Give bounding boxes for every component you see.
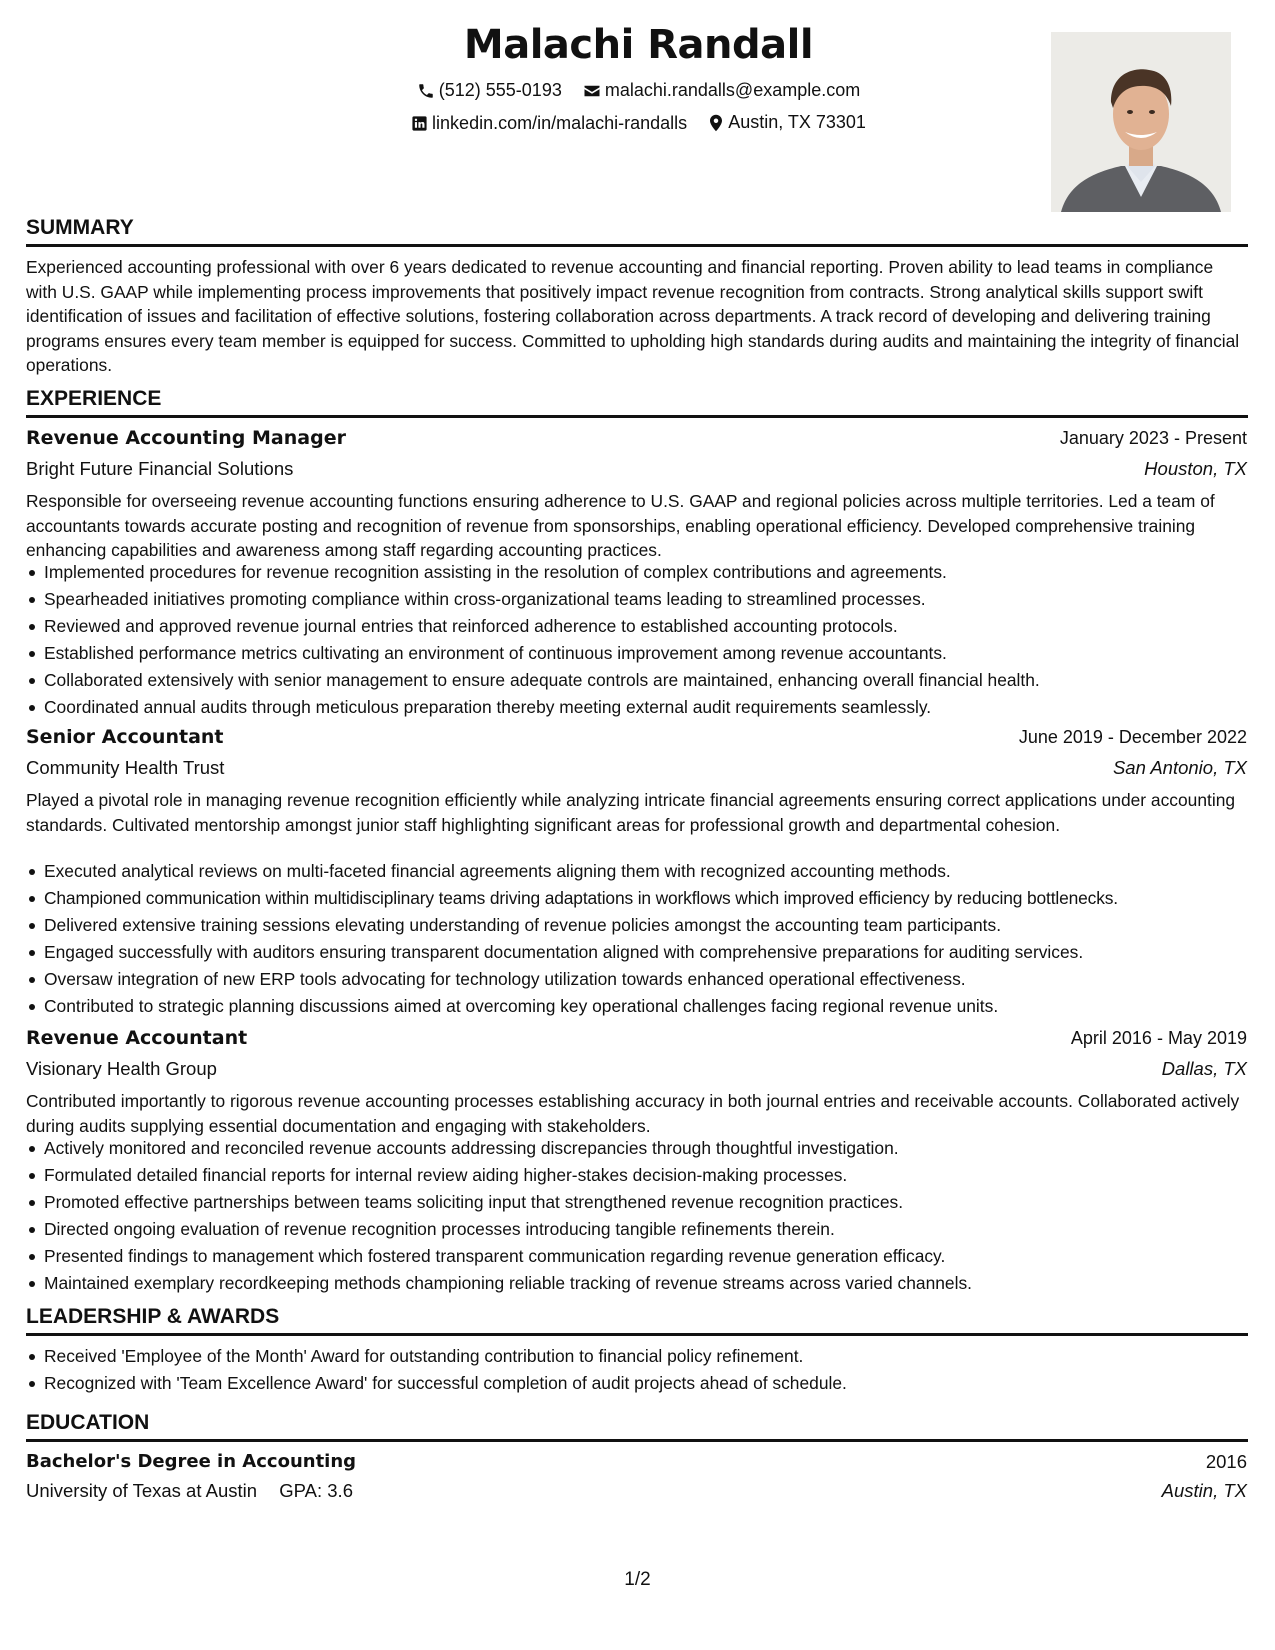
awards-list: [26, 1344, 1251, 1398]
job-location: Houston, TX: [1144, 458, 1247, 479]
job-title: Revenue Accountant: [26, 1027, 248, 1049]
phone-text: (512) 555-0193: [438, 80, 562, 100]
job-bullets: [26, 859, 1251, 1021]
list-item: Directed ongoing evaluation of revenue recognition processes introducing tangible refinements therein.: [26, 1217, 1251, 1244]
list-item: Formulated detailed financial reports for internal review aiding higher-stakes decision-making processes.: [26, 1163, 1251, 1190]
job-description: Responsible for overseeing revenue accounting functions ensuring adherence to U.S. GAAP and regional policies across multiple territories. Led a team of accountants towards accurate posting and recognition of revenue from sponsorships, enabling operational efficiency. Developed comprehensive training enhancing capabilities and awareness among staff regarding accounting practices.: [26, 491, 1215, 560]
contact-linkedin: [411, 113, 687, 134]
job-dates: April 2016 - May 2019: [1070, 1028, 1247, 1048]
phone-icon: [417, 82, 435, 100]
job-description: Contributed importantly to rigorous revenue accounting processes establishing accuracy in both journal entries and receivable accounts. Collaborated actively during audits supplying essential documentation and engaging with stakeholders.: [26, 1091, 1240, 1136]
job-title: Revenue Accounting Manager: [26, 427, 346, 449]
education-year: 2016: [1205, 1451, 1247, 1472]
education-school: University of Texas at Austin: [26, 1480, 258, 1501]
contact-phone: [417, 80, 562, 101]
job-bullets: [26, 1136, 1251, 1298]
education-school-line: [26, 1480, 353, 1502]
list-item: Executed analytical reviews on multi-faceted financial agreements aligning them with recognized accounting methods.: [26, 859, 1251, 886]
job-location: Dallas, TX: [1161, 1058, 1247, 1079]
location-text: Austin, TX 73301: [728, 112, 866, 132]
education-gpa: GPA: 3.6: [279, 1480, 353, 1501]
linkedin-text: linkedin.com/in/malachi-randalls: [432, 112, 688, 133]
summary-text: Experienced accounting professional with over 6 years dedicated to revenue accounting and financial reporting. Proven ability to lead teams in compliance with U.S. GAAP while implementing process improvements that positively impact revenue recognition from contracts. Strong analytical skills support swift identification of issues and facilitation of effective solutions, fostering collaboration across departments. A track record of developing and delivering training programs ensures every team member is equipped for success. Committed to upholding high standards during audits and maintaining the integrity of financial operations.: [26, 257, 1240, 375]
job-bullets: [26, 560, 1251, 722]
map-pin-icon: [708, 114, 724, 132]
linkedin-icon: [411, 115, 428, 132]
list-item: Recognized with 'Team Excellence Award' for successful completion of audit projects ahead of schedule.: [26, 1371, 1251, 1398]
list-item: Collaborated extensively with senior management to ensure adequate controls are maintained, enhancing overall financial health.: [26, 668, 1251, 695]
contact-location: [708, 112, 866, 133]
list-item: Established performance metrics cultivating an environment of continuous improvement among revenue accountants.: [26, 641, 1251, 668]
job-location: San Antonio, TX: [1112, 757, 1247, 778]
envelope-icon: [583, 82, 601, 100]
list-item: Received 'Employee of the Month' Award for outstanding contribution to financial policy refinement.: [26, 1344, 1251, 1371]
list-item: Oversaw integration of new ERP tools advocating for technology utilization towards enhanced operational effectiveness.: [26, 967, 1251, 994]
list-item: Contributed to strategic planning discussions aimed at overcoming key operational challenges facing regional revenue units.: [26, 994, 1251, 1021]
list-item: Presented findings to management which fostered transparent communication regarding revenue generation efficacy.: [26, 1244, 1251, 1271]
email-text: malachi.randalls@example.com: [604, 80, 861, 100]
list-item: Spearheaded initiatives promoting compliance within cross-organizational teams leading to streamlined processes.: [26, 587, 1251, 614]
list-item: Implemented procedures for revenue recognition assisting in the resolution of complex contributions and agreements.: [26, 560, 1251, 587]
section-title-summary: SUMMARY: [26, 216, 1248, 247]
profile-photo: [1051, 32, 1231, 212]
job-dates: January 2023 - Present: [1059, 428, 1247, 448]
job-company: Visionary Health Group: [26, 1058, 217, 1079]
section-title-education: EDUCATION: [26, 1411, 1248, 1442]
job-description: Played a pivotal role in managing revenue recognition efficiently while analyzing intricate financial agreements ensuring correct applications under accounting standards. Cultivated mentorship amongst junior staff highlighting significant areas for professional growth and departmental cohesion.: [26, 790, 1236, 835]
list-item: Maintained exemplary recordkeeping methods championing reliable tracking of revenue streams across varied channels.: [26, 1271, 1251, 1298]
list-item: Championed communication within multidisciplinary teams driving adaptations in workflows which improved efficiency by reducing bottlenecks.: [26, 886, 1251, 913]
list-item: Coordinated annual audits through meticulous preparation thereby meeting external audit requirements seamlessly.: [26, 695, 1251, 722]
job-company: Community Health Trust: [26, 757, 225, 778]
job-title: Senior Accountant: [26, 726, 224, 748]
education-degree: Bachelor's Degree in Accounting: [26, 1451, 357, 1472]
contact-email: [583, 80, 860, 101]
candidate-name: Malachi Randall: [463, 22, 814, 68]
list-item: Delivered extensive training sessions elevating understanding of revenue policies amongst the accounting team participants.: [26, 913, 1251, 940]
job-dates: June 2019 - December 2022: [1018, 727, 1247, 747]
education-location: Austin, TX: [1161, 1480, 1247, 1501]
list-item: Actively monitored and reconciled revenue accounts addressing discrepancies through thoughtful investigation.: [26, 1136, 1251, 1163]
page-number: 1/2: [624, 1569, 651, 1590]
list-item: Reviewed and approved revenue journal entries that reinforced adherence to established accounting protocols.: [26, 614, 1251, 641]
job-company: Bright Future Financial Solutions: [26, 458, 294, 479]
list-item: Promoted effective partnerships between teams soliciting input that strengthened revenue recognition practices.: [26, 1190, 1251, 1217]
section-title-awards: LEADERSHIP & AWARDS: [26, 1305, 1248, 1336]
list-item: Engaged successfully with auditors ensuring transparent documentation aligned with comprehensive preparations for auditing services.: [26, 940, 1251, 967]
section-title-experience: EXPERIENCE: [26, 387, 1248, 418]
resume-header: [26, 22, 1251, 222]
